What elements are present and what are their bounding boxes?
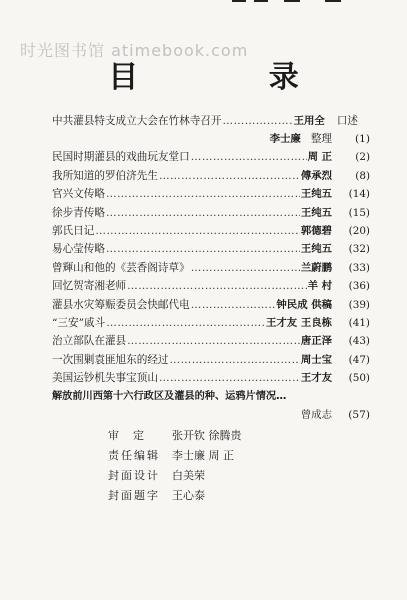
toc-entry[interactable] (52, 387, 370, 405)
toc-entry[interactable] (52, 112, 370, 130)
toc-entry[interactable] (52, 351, 370, 369)
toc-entry-author: 王纯五 (300, 243, 332, 256)
leader-dots (159, 372, 300, 384)
toc-entry-title: 民国时期灌县的戏曲玩友堂口 (52, 151, 190, 164)
leader-dots (191, 262, 300, 274)
credit-role: 审定 (108, 429, 158, 442)
toc-entry-author: 王纯五 (300, 206, 332, 219)
toc-entry-page: (33) (348, 261, 370, 274)
toc-entry-author: 兰蔚鹏 (300, 261, 332, 274)
toc-entry-page: (47) (348, 353, 370, 366)
toc-entry-note: 整理 (310, 133, 332, 146)
toc-entry-title: 徐步青传略 (52, 206, 105, 219)
toc-entry-author: 王用全 (293, 115, 325, 127)
toc-entry-page: (36) (348, 280, 370, 293)
leader-dots (127, 335, 300, 347)
toc-entry-author: 王纯五 (300, 188, 332, 201)
toc-entry-page: (43) (348, 335, 370, 348)
toc-entry-title: 我所知道的罗伯济先生 (52, 169, 158, 182)
top-rule (254, 0, 268, 2)
toc-entry-title: 回忆贺寄湘老师 (52, 280, 127, 293)
toc-entry-title: 治立部队在灌县 (52, 335, 127, 348)
credit-names: 李士廉 周 正 (172, 449, 234, 462)
toc-entry[interactable] (52, 277, 370, 295)
toc-entry-title: 易心莹传略 (52, 243, 105, 256)
credit-row (108, 467, 308, 487)
table-of-contents (52, 112, 370, 424)
toc-entry-note: 口述 (336, 115, 358, 127)
toc-entry-author: 傅承烈 (300, 169, 332, 182)
credit-names: 张开钦 徐腾贵 (172, 429, 242, 442)
toc-entry[interactable] (52, 204, 370, 222)
leader-dots (191, 151, 307, 163)
toc-entry-title: 灌县水灾筹赈委员会快邮代电 (52, 298, 190, 311)
toc-entry-author: 羊 村 (307, 280, 332, 293)
leader-dots (159, 170, 300, 182)
toc-entry[interactable] (52, 296, 370, 314)
toc-entry-title: 郭氏日记 (52, 224, 95, 237)
toc-entry[interactable] (52, 332, 370, 350)
toc-entry-page: (57) (348, 408, 370, 421)
leader-dots (106, 207, 300, 219)
toc-entry-author: 王才友 王良栋 (266, 316, 332, 329)
toc-entry-author: 周士宝 (300, 353, 332, 366)
page-title: 目 录 (108, 60, 359, 95)
credits (108, 427, 308, 507)
leader-dots (106, 188, 300, 200)
toc-entry-page: (8) (355, 169, 370, 182)
toc-entry[interactable] (52, 222, 370, 240)
toc-entry[interactable] (52, 185, 370, 203)
toc-entry[interactable] (52, 148, 370, 166)
leader-dots (95, 225, 299, 237)
toc-entry-page: (20) (348, 224, 370, 237)
toc-entry-title: 中共灌县特支成立大会在竹林寺召开 (52, 115, 222, 127)
toc-entry-page: (39) (348, 298, 370, 311)
toc-entry-author: 周 正 (307, 151, 332, 164)
leader-dots (127, 280, 306, 292)
leader-dots (106, 317, 265, 329)
credit-row (108, 447, 308, 467)
toc-entry[interactable] (52, 259, 370, 277)
toc-entry-page: (14) (348, 188, 370, 201)
credit-role: 责任编辑 (108, 449, 160, 462)
toc-entry-title: 官兴文传略 (52, 188, 105, 201)
toc-entry-title: “三安”戚斗 (52, 316, 106, 329)
toc-entry-author: 曾成志 (300, 408, 332, 421)
credit-role: 封面设计 (108, 469, 160, 482)
toc-entry-page: (2) (355, 151, 370, 164)
leader-dots (223, 115, 293, 127)
toc-entry-continuation (52, 406, 370, 424)
credit-names: 白美荣 (172, 469, 205, 482)
toc-entry-page: (50) (348, 372, 370, 385)
toc-entry-page: (41) (348, 316, 370, 329)
toc-entry-title: 解放前川西第十六行政区及灌县的种、运鸦片情况… (52, 391, 287, 403)
leader-dots (106, 243, 300, 255)
toc-entry-continuation (52, 130, 370, 148)
credit-row (108, 487, 308, 507)
toc-entry[interactable] (52, 240, 370, 258)
toc-entry-page: (32) (348, 243, 370, 256)
credit-names: 王心泰 (172, 489, 205, 502)
toc-entry-author: 唐正泽 (300, 335, 332, 348)
toc-entry-author: 钟民成 供稿 (276, 298, 332, 311)
top-rule (232, 0, 246, 2)
toc-entry-title: 一次围剿袁匪旭东的经过 (52, 353, 169, 366)
credit-row (108, 427, 308, 447)
toc-entry-title: 美国运钞机失事宝顶山 (52, 372, 158, 385)
toc-entry-page: (15) (348, 206, 370, 219)
credit-role: 封面题字 (108, 489, 160, 502)
leader-dots (191, 299, 276, 311)
toc-entry-author: 王才友 (300, 372, 332, 385)
toc-entry-author: 李士廉 (269, 133, 301, 146)
leader-dots (170, 354, 300, 366)
toc-entry-author: 郭德碧 (300, 224, 332, 237)
toc-entry-page: (1) (354, 133, 370, 146)
toc-entry[interactable] (52, 167, 370, 185)
toc-entry[interactable] (52, 369, 370, 387)
watermark: 时光图书馆 atimebook.com (20, 41, 249, 60)
top-rule (325, 0, 341, 2)
top-rule (284, 0, 300, 2)
toc-entry-title: 曾輝山和他的《芸香阁诗草》 (52, 261, 190, 274)
toc-entry[interactable] (52, 314, 370, 332)
